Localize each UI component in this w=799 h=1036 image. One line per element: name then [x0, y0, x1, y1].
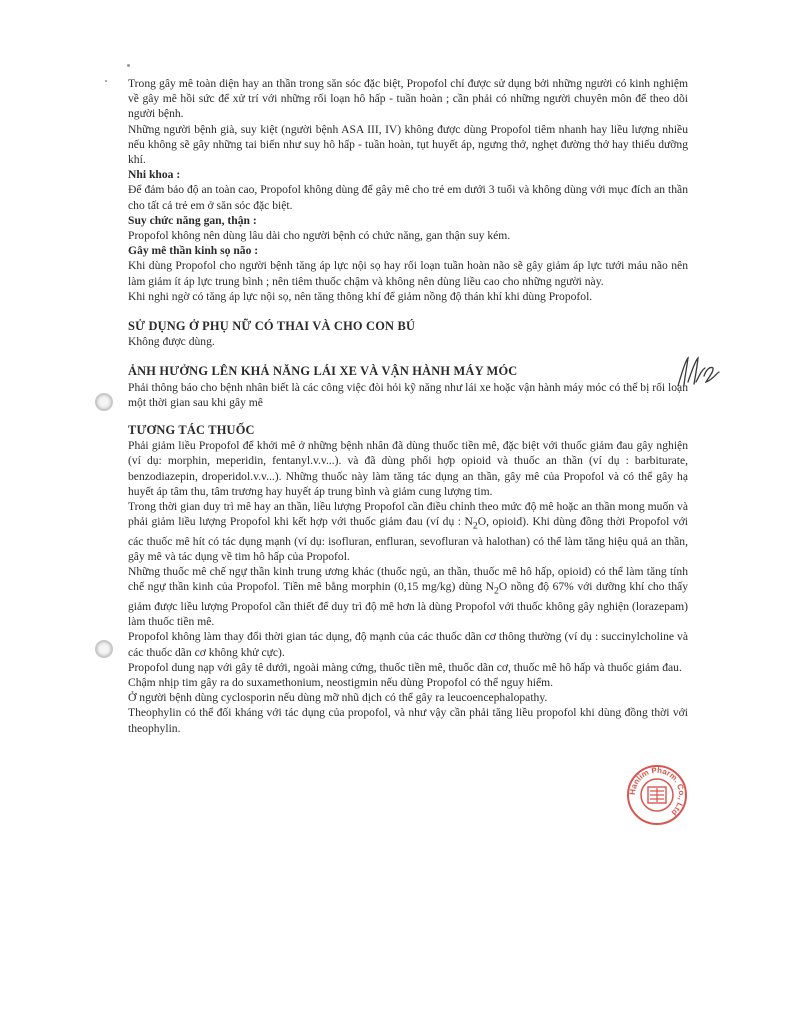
paragraph: Ở người bệnh dùng cyclosporin nếu dùng mỡ nhũ dịch có thể gây ra leucoencephalopathy. [128, 691, 548, 705]
scan-speck [127, 64, 130, 67]
paragraph: Không được dùng. [128, 335, 215, 349]
paragraph: Khi nghi ngờ có tăng áp lực nội sọ, nên tăng thông khí để giảm nồng độ thán khí khi dùng Propofol. [128, 289, 593, 303]
section-heading-pregnancy: SỬ DỤNG Ở PHỤ NỮ CÓ THAI VÀ CHO CON BÚ [128, 319, 416, 334]
subscript: 2 [493, 585, 499, 597]
company-seal [626, 764, 688, 826]
paragraph [128, 499, 688, 564]
text-run: O nồng độ 67% với dưỡng khí cho thấy giảm được liều lượng Propofol cần thiết để duy trì độ mê hơn là dùng Propofol với thuốc không gây nghiện (lorazepam) làm thuốc tiền mê. [128, 580, 689, 629]
paragraph: Phải thông báo cho bệnh nhân biết là các công việc đòi hỏi kỹ năng như lái xe hoặc vận hành máy móc có thể bị rối loạn một thời gian sau khi gây mê [128, 380, 688, 409]
binder-hole [95, 393, 113, 411]
text-run: O, opioid). Khi dùng đồng thời Propofol với các thuốc mê hít có tác dụng mạnh (ví dụ: isofluran, enfluran, sevofluran và halothan) có thể làm tăng hiệu quả an thần, gây mê và tác dụng về tim hô hấp của Propofol. [128, 515, 688, 563]
section-heading-drug-interactions: TƯƠNG TÁC THUỐC [128, 423, 255, 438]
section-heading-hepatic-renal: Suy chức năng gan, thận : [128, 213, 257, 227]
paragraph: Để đảm bảo độ an toàn cao, Propofol không dùng để gây mê cho trẻ em dưới 3 tuổi và không dùng với mục đích an thần cho tất cả trẻ em ở săn sóc đặc biệt. [128, 183, 688, 212]
section-heading-pediatrics: Nhi khoa : [128, 168, 181, 182]
svg-text:Hanlim Pharm. Co., Ltd: Hanlim Pharm. Co., Ltd [627, 765, 687, 818]
section-heading-neuro-anesthesia: Gây mê thần kinh sọ não : [128, 244, 259, 258]
paragraph: Khi dùng Propofol cho người bệnh tăng áp lực nội sọ hay rối loạn tuần hoàn não sẽ gây giảm áp lực tưới máu não nên làm giảm ít áp lực trung bình ; nên tiêm thuốc chậm và không nên dùng liều cao cho những người này. [128, 259, 688, 288]
paragraph: Propofol không nên dùng lâu dài cho người bệnh có chức năng, gan thận suy kém. [128, 229, 511, 243]
leaflet-page-content [128, 76, 688, 736]
paragraph: Phải giảm liều Propofol để khởi mê ở những bệnh nhân đã dùng thuốc tiền mê, đặc biệt với thuốc giảm đau gây nghiện (ví dụ: morphin, meperidin, fentanyl.v.v...). và đã dùng phối hợp opioid và thuốc an thần (ví dụ : barbiturate, benzodiazepin, droperidol.v.v...). Những thuốc này làm tăng tác dụng an thần, gây mê của Propofol và có thể gây hạ huyết áp tâm thu, tâm trương hay huyết áp trung bình và giảm cung lượng tim. [128, 439, 688, 498]
binder-hole [95, 640, 113, 658]
section-heading-driving: ẢNH HƯỞNG LÊN KHẢ NĂNG LÁI XE VÀ VẬN HÀNH MÁY MÓC [128, 364, 518, 379]
paragraph: Trong gây mê toàn diện hay an thần trong săn sóc đặc biệt, Propofol chỉ được sử dụng bởi những người có kinh nghiệm về gây mê hồi sức để xử trí với những rối loạn hô hấp - tuần hoàn ; cần phải có những người chuyên môn để theo dõi người bệnh. [128, 77, 688, 121]
scan-speck [105, 80, 107, 82]
paragraph: Propofol không làm thay đổi thời gian tác dụng, độ mạnh của các thuốc dãn cơ thông thường (ví dụ : succinylcholine và các thuốc dãn cơ không khử cực). [128, 630, 688, 659]
text-run: Trong thời gian duy trì mê hay an thần, liều lượng Propofol cần điều chỉnh theo mức độ mê hoặc an thần mong muốn và phải giảm liều lượng Propofol khi kết hợp với thuốc giảm đau (ví dụ : N [128, 500, 688, 529]
paragraph: Propofol dung nạp với gây tê dưới, ngoài màng cứng, thuốc tiền mê, thuốc dãn cơ, thuốc mê hô hấp và thuốc giảm đau. [128, 660, 682, 674]
paragraph: Theophylin có thể đối kháng với tác dụng của propofol, và như vậy cần phải tăng liều propofol khi dùng đồng thời với theophylin. [128, 706, 688, 735]
paragraph [128, 564, 688, 629]
subscript: 2 [472, 520, 478, 532]
paragraph: Chậm nhịp tim gây ra do suxamethonium, neostigmin nếu dùng Propofol có thể nguy hiểm. [128, 675, 554, 689]
paragraph: Những người bệnh già, suy kiệt (người bệnh ASA III, IV) không được dùng Propofol tiêm nhanh hay liều lượng nhiều nếu không sẽ gây những tai biến như suy hô hấp - tuần hoàn, tụt huyết áp, ngưng thở, nghẹt đường thở hay thiếu dưỡng khí. [128, 122, 688, 167]
text-run: Những thuốc mê chế ngự thần kinh trung ương khác (thuốc ngủ, an thần, thuốc mê hô hấp, opioid) có thể làm tăng tính chế ngự thần kinh của Propofol. Tiền mê bằng morphin (0,15 mg/kg) dùng N [128, 565, 688, 594]
